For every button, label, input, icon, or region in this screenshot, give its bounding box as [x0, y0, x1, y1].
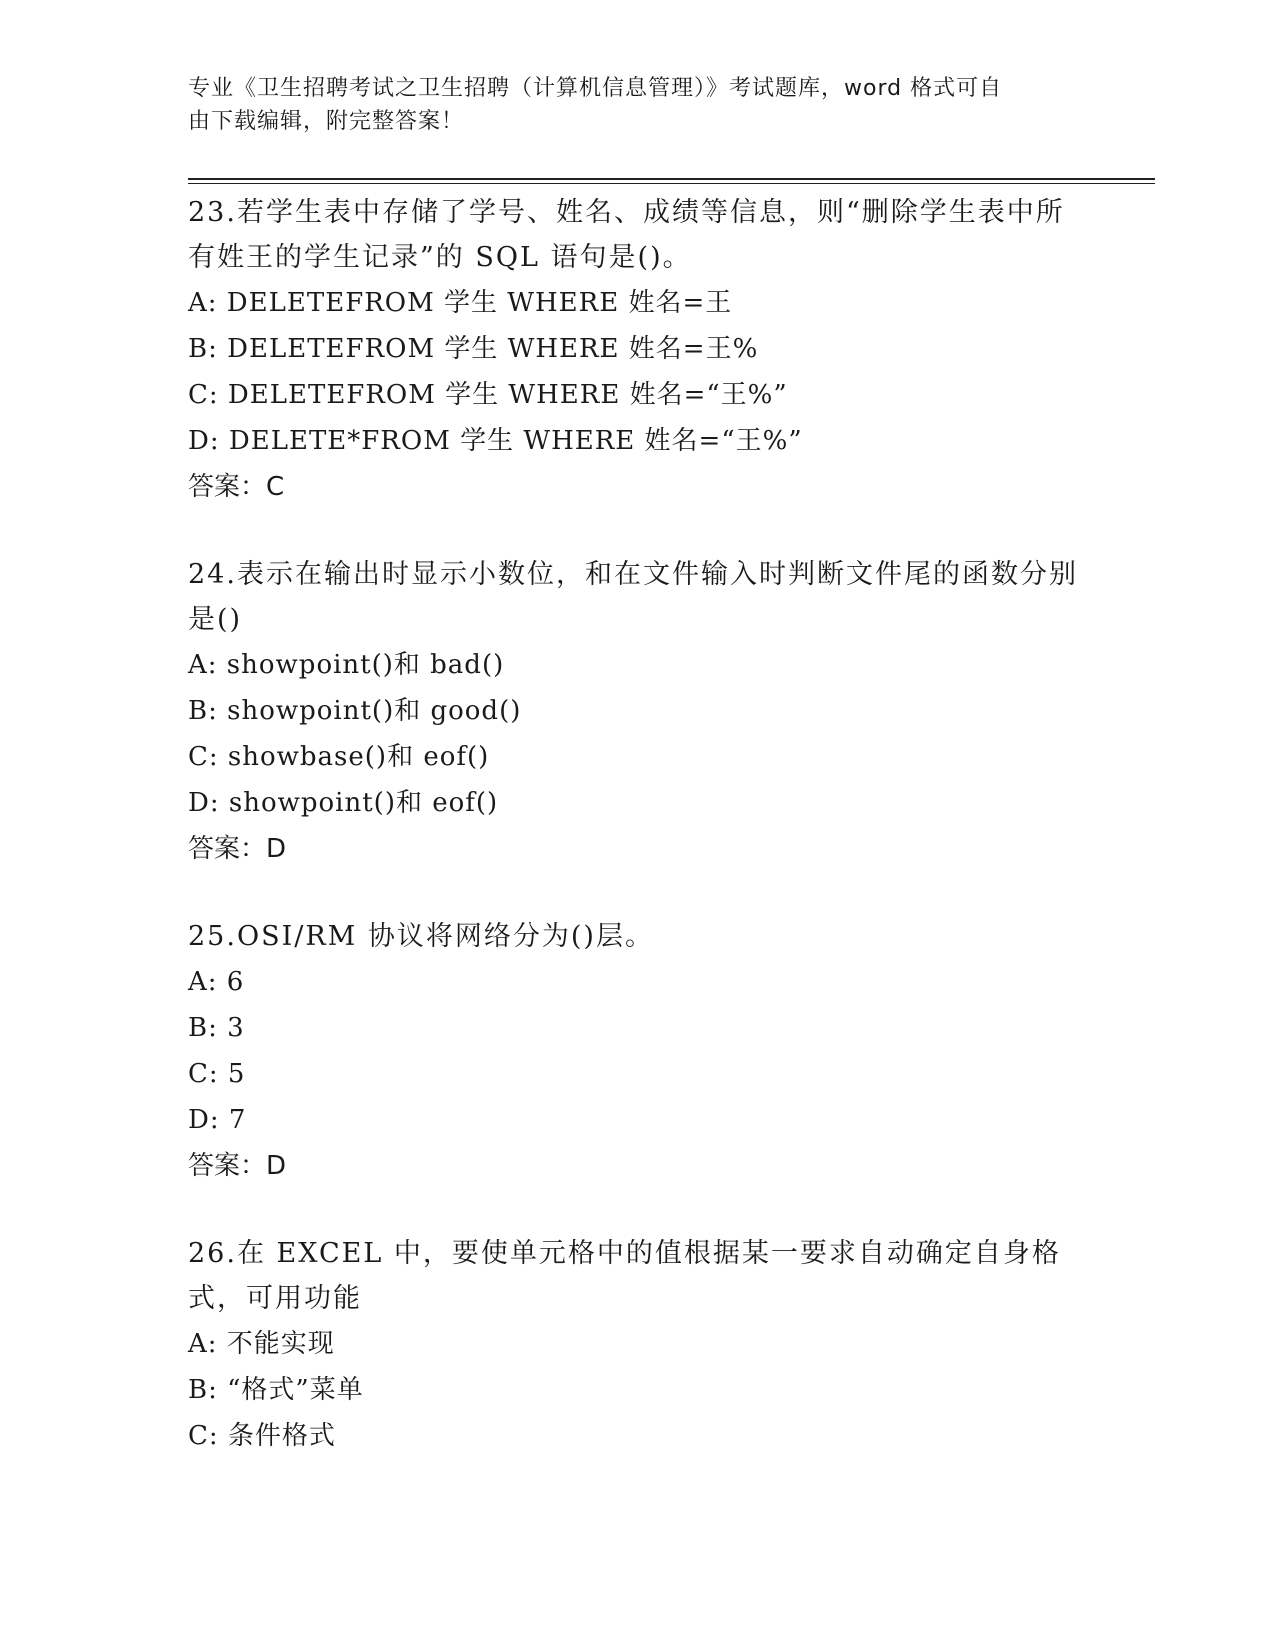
option-b: B: 3	[188, 1013, 245, 1043]
option-a: A: DELETEFROM 学生 WHERE 姓名=王	[188, 288, 733, 318]
question-text: 24.表示在输出时显示小数位，和在文件输入时判断文件尾的函数分别是()	[188, 559, 1078, 635]
option-c: C: DELETEFROM 学生 WHERE 姓名=“王%”	[188, 380, 788, 410]
option-b: B: showpoint()和 good()	[188, 696, 522, 726]
question-text: 26.在 EXCEL 中，要使单元格中的值根据某一要求自动确定自身格式，可用功能	[188, 1238, 1061, 1314]
option-b: B: “格式”菜单	[188, 1375, 364, 1405]
header-divider-thick	[188, 178, 1155, 180]
header-line-2: 由下载编辑，附完整答案！	[188, 109, 465, 134]
option-c: C: 条件格式	[188, 1421, 336, 1451]
answer: 答案：C	[188, 472, 285, 502]
option-a: A: 6	[188, 967, 245, 997]
question-text: 25.OSI/RM 协议将网络分为()层。	[188, 921, 654, 952]
question-25	[188, 914, 1088, 1189]
option-d: D: showpoint()和 eof()	[188, 788, 499, 818]
option-c: C: showbase()和 eof()	[188, 742, 490, 772]
answer: 答案：D	[188, 1151, 287, 1181]
option-c: C: 5	[188, 1059, 246, 1089]
question-26	[188, 1231, 1088, 1459]
header-divider-thin	[188, 183, 1155, 184]
option-b: B: DELETEFROM 学生 WHERE 姓名=王%	[188, 334, 759, 364]
option-d: D: 7	[188, 1105, 247, 1135]
option-d: D: DELETE*FROM 学生 WHERE 姓名=“王%”	[188, 426, 803, 456]
question-text: 23.若学生表中存储了学号、姓名、成绩等信息，则“删除学生表中所有姓王的学生记录”的 SQL 语句是()。	[188, 197, 1065, 273]
header-line-1: 专业《卫生招聘考试之卫生招聘（计算机信息管理）》考试题库，word 格式可自	[188, 76, 1003, 101]
question-23	[188, 190, 1088, 510]
option-a: A: showpoint()和 bad()	[188, 650, 505, 680]
question-24	[188, 552, 1088, 872]
answer: 答案：D	[188, 834, 287, 864]
question-list	[188, 190, 1088, 1501]
document-header	[188, 72, 1088, 138]
option-a: A: 不能实现	[188, 1329, 335, 1359]
